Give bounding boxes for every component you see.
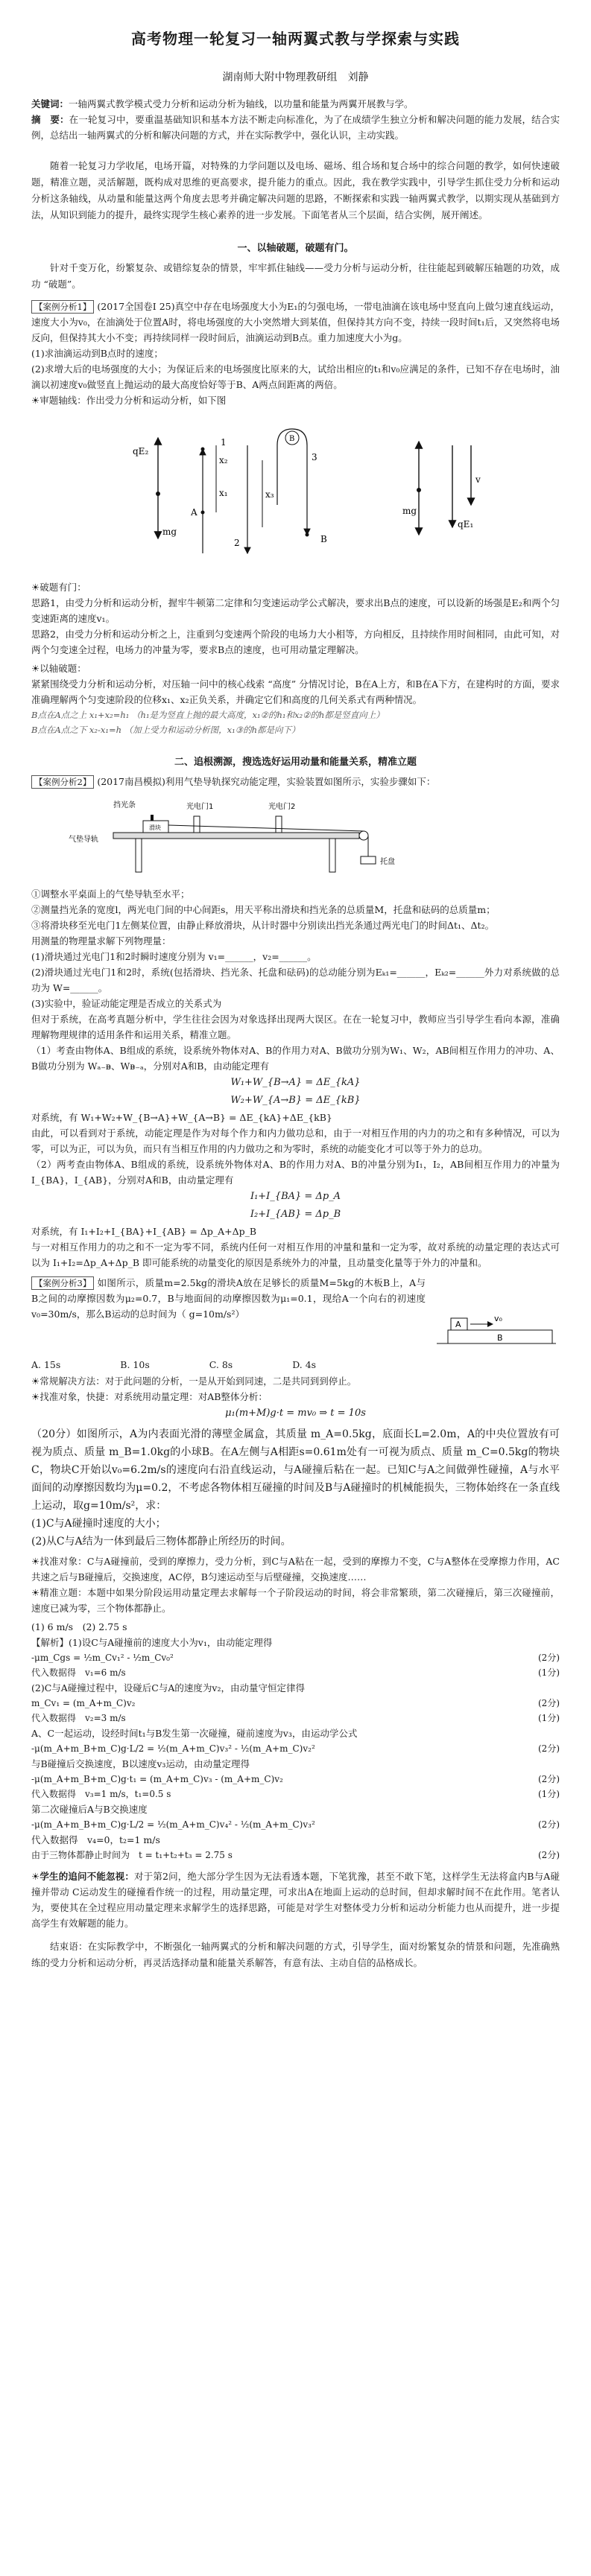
label-x2: x₂ (219, 455, 228, 465)
example1-tag: 【案例分析1】 (31, 300, 94, 314)
label-num1: 1 (221, 437, 227, 448)
air-rail (113, 833, 359, 839)
pulley (359, 831, 368, 840)
analysis-9: ☀精准立题：本题中如果分阶段运用动量定理去求解每一个子阶段运动的时间，将会非常繁琐，第二次碰撞后，第三次碰撞前，速度已减为零，三个物体都静止。 (31, 1587, 560, 1614)
label-qe1: qE₁ (458, 519, 474, 529)
sol-score-7: (1分) (538, 1789, 560, 1799)
eq-1a: W₁+W_{B→A} = ΔE_{kA} (230, 1077, 361, 1088)
break-label: ☀破题有门： (31, 582, 86, 593)
analysis-5: （2）两考查由物体A、B组成的系统，设系统外物体对A、B的作用力对A、B的冲量分别为I₁，I₂，AB间相互作用力的冲量为I_{BA}，I_{AB}，分别对A和B，由动量定理有 (31, 1159, 560, 1186)
eq-1b: W₂+W_{A→B} = ΔE_{kB} (230, 1095, 361, 1106)
sol-score-5: (2分) (538, 1743, 560, 1754)
summary-text: 在一轮复习中，要重温基础知识和基本方法不断走向标准化，为了在成绩学生独立分析和解决问题的能力发展，结合实例，总结出一轴两翼式的分析和解决问题的方式，并在实际教学中，强化认识，主动实践。 (31, 114, 560, 141)
keywords-line (31, 96, 560, 112)
eq-2a: I₁+I_{BA} = Δp_A (250, 1191, 341, 1202)
q-intro: 用测量的物理量求解下列物理量： (31, 935, 171, 947)
point-a (201, 511, 205, 515)
leg-right (329, 839, 335, 872)
leg-left (136, 839, 142, 872)
label-gate2: 光电门2 (268, 803, 296, 811)
sol-row-5 (31, 1741, 560, 1756)
sol-s-5: 第二次碰撞后A与B交换速度 (31, 1804, 148, 1815)
sol-eq-5: -μ(m_A+m_B+m_C)g·L/2 = ½(m_A+m_C)v₄² - ½(m_A+m_C)v₃² (31, 1819, 315, 1830)
label-x3: x₃ (265, 489, 274, 500)
example3-tag: 【案例分析3】 (31, 1276, 94, 1290)
problem-q1: (1)C与A碰撞时速度的大小； (31, 1518, 166, 1530)
label-x1: x₁ (219, 488, 228, 498)
sol-r-4: 代入数据得 v₃=1 m/s，t₁=0.5 s (31, 1789, 171, 1799)
sol-r-2: 代入数据得 v₂=3 m/s (31, 1713, 126, 1723)
option-a: A. 15s (31, 1359, 61, 1370)
sol-score-4: (1分) (538, 1713, 560, 1723)
section1-heading: 一、以轴破题，破题有门。 (237, 243, 354, 254)
sol-s-6: 由于三物体都静止时间为 t = t₁+t₂+t₃ = 2.75 s (31, 1850, 233, 1860)
label-gate1: 光电门1 (186, 803, 214, 811)
sol-s-4: 与B碰撞后交换速度，B以速度v₃运动，由动量定理得 (31, 1758, 250, 1769)
sol-row-4 (31, 1711, 560, 1726)
sol-score-1: (2分) (538, 1653, 560, 1663)
figure2-svg (31, 797, 560, 879)
section2-heading: 二、追根溯源，搜选选好运用动量和能量关系，精准立题 (174, 757, 417, 768)
example1-q2: (2)求增大后的电场强度的大小；为保证后来的电场强度比原来的大，试给出相应的t₁和v₀应满足的条件，已知不存在电场时，油滴以初速度v₀做竖直上抛运动的最大高度恰好等于B、A两点间距离的两倍。 (31, 363, 560, 390)
step-1: ①调整水平桌面上的气垫导轨至水平； (31, 888, 190, 900)
analysis-6: 对系统，有 I₁+I₂+I_{BA}+I_{AB} = Δp_A+Δp_B (31, 1226, 257, 1237)
sol-eq-1: -μm_Cgs = ½m_Cv₁² - ½m_Cv₀² (31, 1653, 174, 1663)
example2-tag: 【案例分析2】 (31, 775, 94, 789)
solution-answer: (1) 6 m/s (2) 2.75 s (31, 1621, 127, 1632)
conclusion-text: 对于第2问，绝大部分学生因为无法看透本题，下笔犹豫，甚至不敢下笔，这样学生无法将盒内B与A碰撞并带动 C运动发生的碰撞看作统一的过程，用动量定理，可求出A在地面上运动的总时间，但却求解时间不在此作用。笔者认为，要使其在全过程应用动量定理来求解学生的选择思路，可能是对学生对整体受力分析和运动分析能力也从而提升，进一步提高学生有效解题的能力。 (31, 1871, 560, 1929)
analysis-1: 但对于系统，在高考真题分析中，学生往往会因为对象选择出现两大误区。在在一轮复习中，教师应当引导学生看向本源，准确理解物理规律的适用条件和运用关系，精准立题。 (31, 1014, 560, 1040)
ana-note: ☀常规解决方法：对于此问题的分析，一是从开始到同速，二是共同到到停止。 (31, 1376, 357, 1387)
figure3-svg (433, 1297, 560, 1357)
analysis-4: 由此，可以看到对于系统，动能定理是作为对每个作力和内力做功总和，由于一对相互作用的内力的功之和有多种情况，可以为零，可以为正，可以为负，而只有当相互作用的内力做功之和为零时，系统的动能变化才可以等于外力的总功。 (31, 1128, 560, 1154)
idea-2: 思路2，由受力分析和运动分析之上，注重到匀变速两个阶段的电场力大小相等，方向相反，且持续作用时间相同，由此可知，对两个匀变速全过程，电场力的冲量为零，要求B点的速度，也可用动量定理解决。 (31, 629, 560, 655)
point-top (201, 448, 205, 451)
gate-1 (194, 816, 200, 833)
keywords-text: 一轴两翼式教学模式受力分析和运动分析为轴线，以功量和能量为两翼开展教与学。 (69, 98, 414, 109)
summary-label: 摘 要： (31, 114, 69, 125)
analysis-3: 对系统，有 W₁+W₂+W_{B→A}+W_{A→B} = ΔE_{kA}+ΔE_{kB} (31, 1112, 332, 1123)
sol-s-3: A、C一起运动，设经时间t₁与B发生第一次碰撞，碰前速度为v₃，由运动学公式 (31, 1728, 358, 1739)
example2 (31, 774, 560, 789)
sol-row-3 (31, 1696, 560, 1711)
example3-block (31, 1275, 560, 1357)
point-b (306, 533, 309, 537)
option-b: B. 10s (120, 1359, 150, 1370)
label-num2: 2 (234, 538, 240, 548)
sol-row-8 (31, 1817, 560, 1832)
label-v0: v₀ (494, 1314, 502, 1323)
sol-row-9 (31, 1848, 560, 1863)
example1-q1: (1)求油滴运动到B点时的速度； (31, 348, 163, 359)
label-weight: 托盘 (380, 858, 395, 866)
section1-lead: 针对千变万化，纷繁复杂、或错综复杂的情景，牢牢抓住轴线——受力分析与运动分析，往往能起到破解压轴题的功效，成功 “破题”。 (31, 262, 560, 290)
figure1-force-diagram (31, 416, 560, 572)
conclusion (31, 1869, 560, 1931)
q-3: (3)实验中，验证动能定理是否成立的关系式为 (31, 998, 222, 1009)
drop-left (156, 492, 160, 496)
expand-label: ☀以轴破题： (31, 663, 86, 674)
label-board-b: B (497, 1333, 503, 1343)
step-3: ③将滑块移至光电门1左侧某位置，由静止释放滑块，从计时器中分别读出挡光条通过两光电门的时间Δt₁、Δt₂。 (31, 920, 495, 931)
label-block-a: A (455, 1320, 461, 1329)
intro-paragraph: 随着一轮复习力学收尾，电场开篇，对特殊的力学问题以及电场、磁场、组合场和复合场中的综合问题的教学，如何快速破题，精准立题，灵活解题，既构成对思维的更高要求，提升能力的重点。因此，我在教学实践中，引导学生抓住受力分析和运动分析这条轴线，从动量和能量这两个角度去思考并确定解决问题的思路，不断探索和实践一轴两翼式教学，以期实现从基础到方法，从知识到能力的提升，最终实现学生核心素养的进一步发展。下面笔者从三个层面，结合实例，展开阐述。 (31, 160, 560, 220)
idea-1: 思路1，由受力分析和运动分析，握牢牛顿第二定律和匀变速运动学公式解决，要求出B点的速度，可以设新的场强是E₂和两个匀变速距离的速度v₁。 (31, 597, 560, 624)
shade-strip (151, 815, 154, 821)
options (31, 1357, 560, 1373)
gate-2 (276, 816, 282, 833)
label-b-circle: B (289, 435, 295, 443)
sol-s-2: (2)C与A碰撞过程中，设碰后C与A的速度为v₂，由动量守恒定律得 (31, 1682, 305, 1694)
case-b-above: B点在A点之上 x₁+x₂=h₁ （h₁是为竖直上抛的最大高度，x₁②的h₁和x₂②的h都是竖直向上） (31, 710, 385, 720)
solution-intro: 【解析】(1)设C与A碰撞前的速度大小为v₁，由动能定理得 (31, 1637, 273, 1648)
formula-line: μ₁(m+M)g·t = mv₀ ⇒ t = 10s (225, 1408, 366, 1419)
example1 (31, 299, 560, 346)
example1-text: (2017全国卷Ⅰ 25)真空中存在电场强度大小为E₁的匀强电场，一带电油滴在该电场中竖直向上做匀速直线运动，速度大小为v₀，在油滴处于位置A时，将电场强度的大小突然增大到某值，但保持其方向不变，持续一段时间t₁后，又突然将电场反向，但保持其大小不变；再持续同样一段时间后，油滴运动到B点。重力加速度大小为g。 (31, 301, 560, 343)
conclusion-label: ☀学生的追问不能忽视： (31, 1871, 134, 1882)
ana-note-2: ☀找准对象，快捷：对系统用动量定理：对AB整体分析： (31, 1391, 268, 1402)
sol-r-5: 代入数据得 v₄=0，t₂=1 m/s (31, 1834, 160, 1845)
label-mg-right: mg (402, 506, 417, 516)
summary-line (31, 112, 560, 143)
example3-text: 如图所示，质量m=2.5kg的滑块A放在足够长的质量M=5kg的木板B上，A与B之间的动摩擦因数为μ₂=0.7，B与地面间的动摩擦因数为μ₁=0.1，现给A一个向右的初速度v₀=30m/s，那么B运动的总时间为（ g=10m/s²） (31, 1277, 426, 1320)
sol-score-8: (2分) (538, 1819, 560, 1830)
label-v: v (475, 474, 481, 485)
sol-score-9: (2分) (538, 1850, 560, 1860)
sol-eq-4: -μ(m_A+m_B+m_C)g·t₁ = (m_A+m_C)v₃ - (m_A+m_C)v₂ (31, 1774, 283, 1784)
paper-author: 湖南师大附中物理教研组 刘静 (222, 71, 369, 83)
sol-row-2 (31, 1665, 560, 1680)
label-shade: 挡光条 (113, 801, 136, 810)
sol-row-6 (31, 1772, 560, 1787)
example2-text: (2017南昌模拟)利用气垫导轨探究动能定理，实验装置如图所示，实验步骤如下： (97, 776, 436, 787)
analysis-7: 与一对相互作用力的功之和不一定为零不同，系统内任何一对相互作用的冲量和量和一定为零，故对系统的动量定理的表达式可以为 I₁+I₂=Δp_A+Δp_B 即可能系统的动量变化的原因是系统外力的冲量，且动量变化量等于外力的冲量和。 (31, 1241, 560, 1268)
example3 (31, 1275, 426, 1357)
problem-q2: (2)从C与A结为一体到最后三物体都静止所经历的时间。 (31, 1536, 291, 1548)
analysis-8: ☀找准对象：C与A碰撞前，受到的摩擦力，受力分析，到C与A粘在一起，受到的摩擦力不变，C与A整体在受摩擦力作用，AC共速之后与B碰撞后，交换速度，AC停，B匀速运动至与后壁碰撞，交换速度…… (31, 1556, 560, 1583)
abstract (31, 96, 560, 143)
drop-right (417, 488, 421, 492)
keywords-label: 关键词： (31, 98, 69, 109)
paper-title: 高考物理一轮复习一轴两翼式教与学探索与实践 (131, 30, 460, 48)
label-num3: 3 (312, 452, 317, 462)
analysis-2: （1）考查由物体A、B组成的系统，设系统外物体对A、B的作用力对A、B做功分别为W₁、W₂，AB间相互作用力的冲功、A、B做功分别为 Wₐ₋ᴃ、Wᴃ₋ₐ，分别对A和B，由动能定理有 (31, 1045, 560, 1072)
step-2: ②测量挡光条的宽度l，两光电门间的中心间距s，用天平称出滑块和挡光条的总质量M，托盘和砝码的总质量m； (31, 904, 496, 915)
sol-score-2: (1分) (538, 1667, 560, 1678)
eq-2b: I₂+I_{AB} = Δp_B (250, 1209, 341, 1220)
sol-eq-3: -μ(m_A+m_B+m_C)g·L/2 = ½(m_A+m_C)v₃² - ½(m_A+m_C)v₂² (31, 1743, 315, 1754)
label-slider: 滑块 (149, 824, 161, 831)
figure2-air-track (31, 797, 560, 879)
sol-row-1 (31, 1650, 560, 1665)
label-qe2: qE₂ (133, 446, 149, 457)
sol-r-1: 代入数据得 v₁=6 m/s (31, 1667, 126, 1678)
problem: （20分）如图所示，A为内表面光滑的薄壁金属盒，其质量 m_A=0.5kg，底面长L=2.0m，A的中央位置放有可视为质点、质量 m_B=1.0kg的小球B。在A左侧与A相距s=0.61m处有一可视为质点、质量 m_C=0.5kg的物块C，物块C开始以v₀=6.2m/s的速度向右沿直线运动，与A碰撞后粘在一起。已知C与A之间做弹性碰撞，A与水平面间的动摩擦因数均为μ=0.2，不考虑各物体相互碰撞的时间及B与A碰撞时的机械能损失，三物体始终在一条直线上运动，取g=10m/s²，求： (31, 1428, 560, 1512)
figure1-note: ☀审题轴线：作出受力分析和运动分析，如下图 (31, 395, 227, 406)
q-2: (2)滑块通过光电门1和2时，系统(包括滑块、挡光条、托盘和砝码)的总动能分别为Eₖ₁=______，Eₖ₂=______外力对系统做的总功为 W=______。 (31, 967, 560, 993)
sol-score-6: (2分) (538, 1774, 560, 1784)
case-b-below: B点在A点之下 x₂-x₁=h （加上受力和运动分析图，x₁③的h都是向下） (31, 725, 300, 735)
sol-score-3: (2分) (538, 1698, 560, 1708)
solution (31, 1619, 560, 1863)
option-d: D. 4s (292, 1359, 317, 1370)
sol-eq-2: m_Cv₁ = (m_A+m_C)v₂ (31, 1698, 136, 1708)
q-1: (1)滑块通过光电门1和2时瞬时速度分别为 v₁=______，v₂=______。 (31, 951, 317, 962)
sol-row-7 (31, 1787, 560, 1801)
label-b-pt: B (320, 534, 327, 544)
label-mg-left: mg (162, 527, 177, 537)
expand-text: 紧紧围绕受力分析和运动分析，对压轴一问中的核心线索 “高度” 分情况讨论，B在A上方，和B在A下方，在建构时的方面，要求准确理解两个匀变速阶段的位移x₁、x₂正负关系，并确定它们和高度的几何关系式有两种情况。 (31, 678, 560, 705)
figure1-svg (31, 416, 560, 572)
label-a-pt: A (191, 507, 197, 518)
tray (361, 856, 376, 864)
label-rail: 气垫导轨 (69, 836, 98, 844)
option-c: C. 8s (209, 1359, 233, 1370)
ending: 结束语：在实际教学中，不断强化一轴两翼式的分析和解决问题的方式，引导学生，面对纷繁复杂的情景和问题，先准确熟练的受力分析和运动分析，再灵活选择动量和能量关系解答，有意有法、主动自信的品格成长。 (31, 1941, 560, 1968)
